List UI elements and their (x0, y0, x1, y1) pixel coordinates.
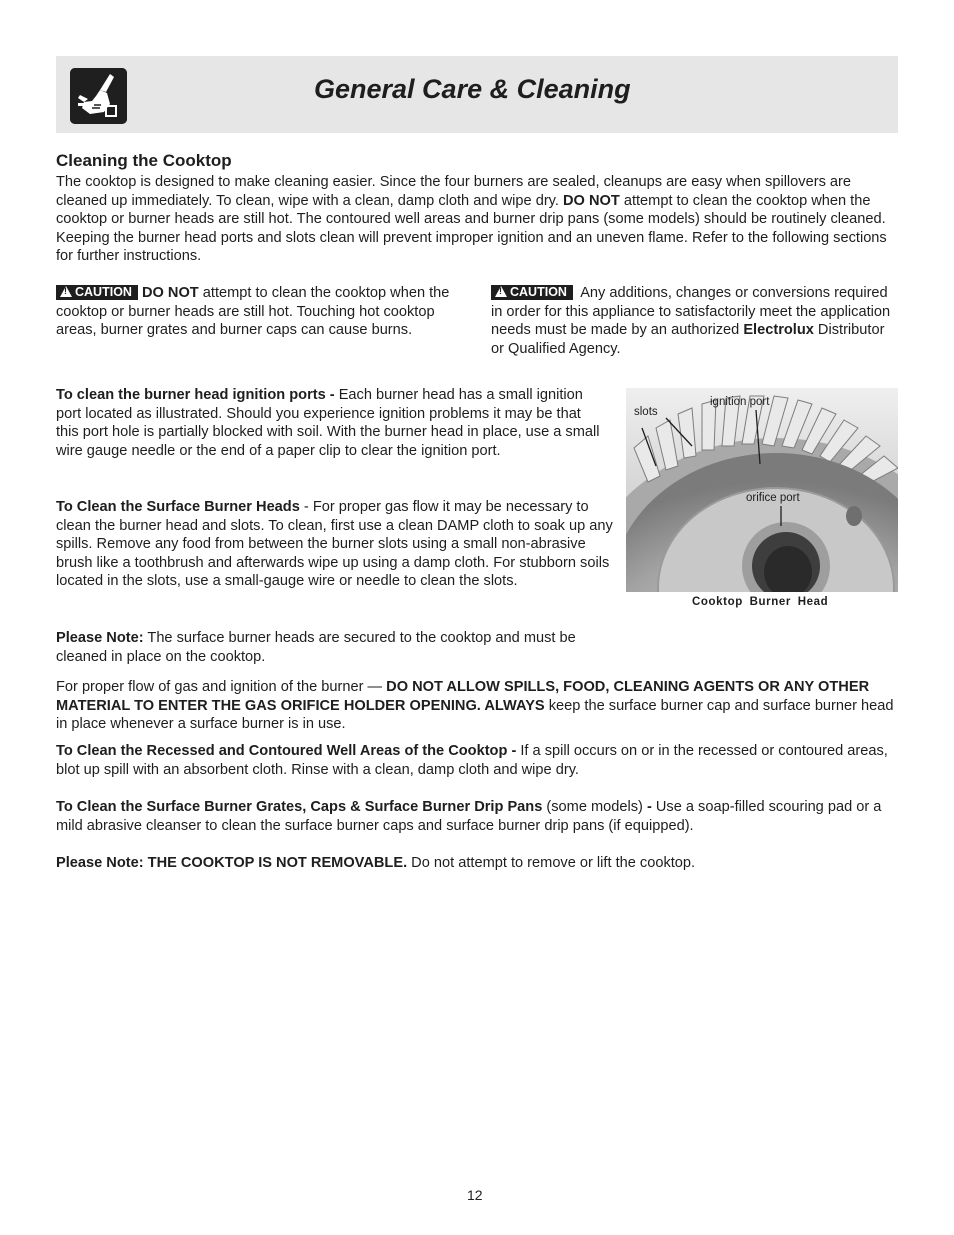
caution-badge-label: CAUTION (75, 285, 132, 299)
label-ignition-port: ignition port (710, 396, 770, 408)
grates-dash: - (646, 799, 652, 815)
well-areas-text: If a spill occurs on or in the recessed or contoured areas, blot up spill with an absorbent cloth. Rinse with a clean, damp cloth and wipe dry. (56, 743, 888, 778)
intro-text-1: The cooktop is designed to make cleaning easier. Since the four burners are sealed, cleanups are easy when spillovers are cleaned up immediately. To clean, wipe with a clean, damp cloth and wipe dry. (56, 174, 852, 209)
burner-head-photo (626, 388, 898, 592)
label-orifice-port: orifice port (746, 492, 800, 504)
caution-right-text-2: Distributor or Qualified Agency. (491, 322, 885, 357)
caution-badge-left (56, 285, 138, 300)
label-slots: slots (634, 406, 658, 418)
caution-right-brand: Electrolux (743, 322, 814, 338)
grates-text: Use a soap-filled scouring pad or a mild abrasive cleanser to clean the surface burner caps and surface burner drip pans (if equipped). (56, 799, 882, 834)
page-number: 12 (467, 1187, 483, 1203)
ignition-ports-paragraph (56, 386, 601, 460)
gas-flow-paragraph (56, 678, 898, 734)
burner-heads-heading: To Clean the Surface Burner Heads (56, 499, 300, 515)
warning-triangle-icon (495, 286, 507, 297)
caution-right-paragraph (491, 284, 901, 358)
well-areas-paragraph (56, 742, 906, 779)
note2-text: Do not attempt to remove or lift the cooktop. (407, 855, 696, 871)
intro-do-not: DO NOT (563, 192, 620, 209)
intro-paragraph (56, 173, 898, 266)
gas-flow-text-2: keep the surface burner cap and surface burner head in place whenever a surface burner is in use. (56, 697, 894, 732)
gas-flow-warning: DO NOT ALLOW SPILLS, FOOD, CLEANING AGENTS OR ANY OTHER MATERIAL TO ENTER THE GAS ORIFICE HOLDER OPENING. ALWAYS (56, 679, 870, 714)
note2-bold: Please Note: THE COOKTOP IS NOT REMOVABLE. (56, 855, 408, 871)
well-areas-heading: To Clean the Recessed and Contoured Well Areas of the Cooktop - (56, 743, 521, 759)
caution-badge-right (491, 285, 573, 300)
note-cooktop-removable (56, 854, 898, 873)
page-title: General Care & Cleaning (314, 74, 631, 104)
burner-heads-text: - For proper gas flow it may be necessary to clean the burner head and slots. To clean, first use a clean DAMP cloth to soak up any spills. Remove any food from between the burner slots using a small non-abrasive brush like a toothbrush and afterwards wipe up using a damp cloth. For stubborn soils located in the slots, use a small-gauge wire or needle to clean the slots. (56, 499, 613, 589)
ignition-ports-heading: To clean the burner head ignition ports - (56, 387, 339, 403)
section-title: Cleaning the Cooktop (56, 151, 232, 170)
caution-left-text: attempt to clean the cooktop when the cooktop or burner heads are still hot. Touching hot cooktop areas, burner grates and burner caps can cause burns. (56, 285, 450, 338)
note-text: The surface burner heads are secured to the cooktop and must be cleaned in place on the cooktop. (56, 630, 576, 665)
caution-left-do-not: DO NOT (141, 285, 199, 301)
warning-triangle-icon (60, 286, 72, 297)
photo-caption: Cooktop Burner Head (692, 596, 829, 608)
cleaning-hand-icon (70, 68, 127, 124)
note-label: Please Note: (56, 630, 144, 646)
caution-badge-label: CAUTION (510, 285, 567, 299)
ignition-ports-text: Each burner head has a small ignition port located as illustrated. Should you experience ignition problems it may be that this port hole is partially blocked with soil. With the burner head in place, use a small wire gauge needle or the end of a paper clip to clear the ignition port. (56, 387, 600, 459)
intro-text-2: attempt to clean the cooktop when the cooktop or burner heads are still hot. The contoured well areas and burner drip pans (some models) should be routinely cleaned. Keeping the burner head ports and slots clean will prevent improper ignition and an uneven flame. Refer to the following sections for further instructions. (56, 192, 887, 264)
burner-heads-paragraph (56, 498, 614, 591)
grates-heading: To Clean the Surface Burner Grates, Caps & Surface Burner Drip Pans (56, 799, 543, 815)
gas-flow-text-1: For proper flow of gas and ignition of the burner — (56, 679, 387, 695)
grates-paragraph (56, 798, 898, 835)
caution-right-text-1: Any additions, changes or conversions required in order for this appliance to satisfactorily meet the application needs must be made by an authorized (491, 285, 891, 338)
caution-left-paragraph (56, 284, 468, 340)
page-header (56, 56, 898, 133)
note-burner-heads (56, 629, 616, 666)
grates-middle: (some models) (542, 799, 647, 815)
